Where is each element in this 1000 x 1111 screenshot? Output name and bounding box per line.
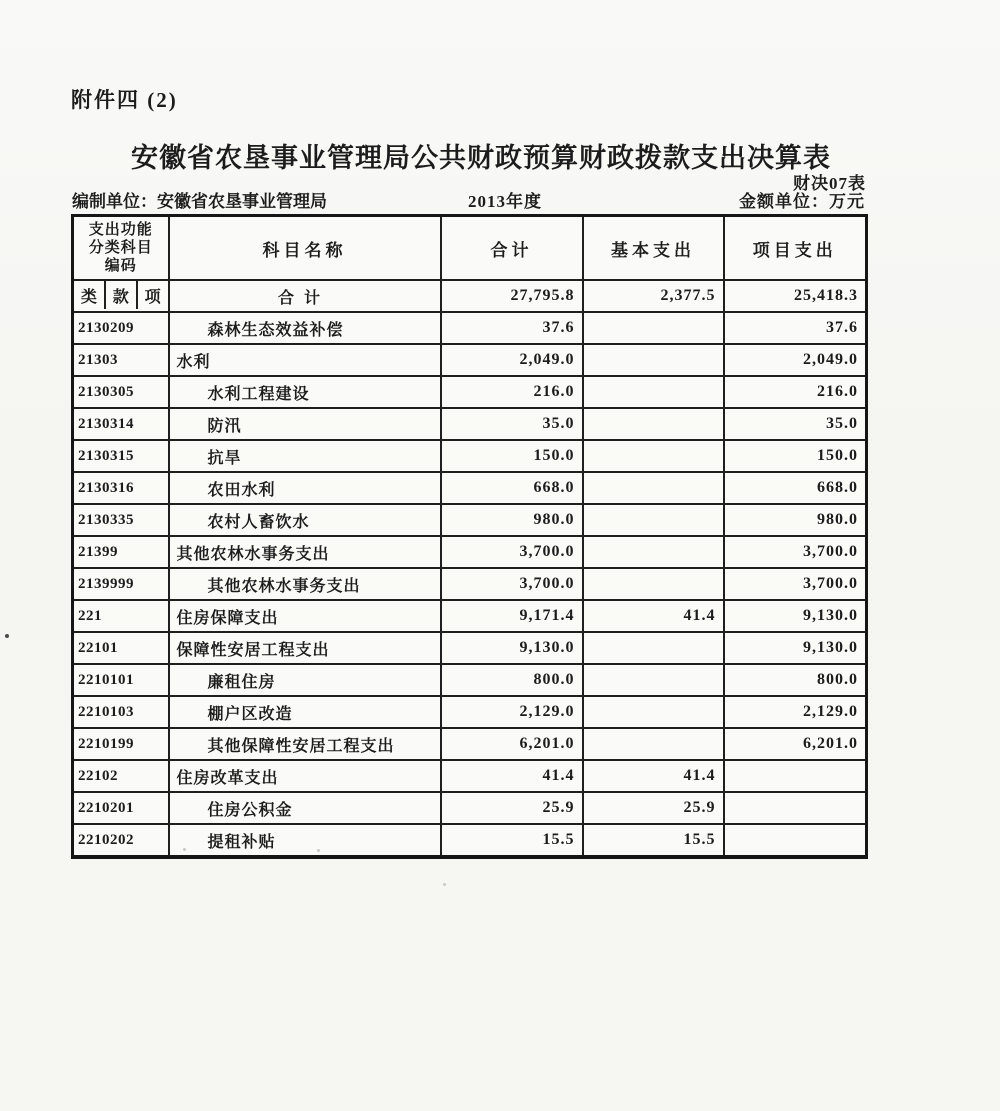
table-row bbox=[73, 664, 867, 696]
row-project-amount bbox=[724, 824, 867, 857]
row-function-code: 2210101 bbox=[73, 664, 169, 696]
prepared-by-label: 编制单位： bbox=[72, 192, 157, 211]
row-basic-amount bbox=[583, 376, 724, 408]
row-function-code: 22101 bbox=[73, 632, 169, 664]
row-basic-amount: 41.4 bbox=[583, 760, 724, 792]
row-subject-name: 其他农林水事务支出 bbox=[169, 568, 441, 600]
code-header-line: 支出功能 bbox=[88, 222, 153, 238]
grand-total-row bbox=[73, 280, 867, 312]
row-function-code: 2210202 bbox=[73, 824, 169, 857]
row-subject-name: 棚户区改造 bbox=[169, 696, 441, 728]
row-project-amount: 9,130.0 bbox=[724, 632, 867, 664]
row-basic-amount: 41.4 bbox=[583, 600, 724, 632]
table-row bbox=[73, 376, 867, 408]
grand-total-project: 25,418.3 bbox=[724, 280, 867, 312]
grand-total-basic: 2,377.5 bbox=[583, 280, 724, 312]
grand-total-amount: 27,795.8 bbox=[441, 280, 583, 312]
table-row bbox=[73, 568, 867, 600]
row-project-amount: 150.0 bbox=[724, 440, 867, 472]
row-project-amount bbox=[724, 760, 867, 792]
row-total-amount: 2,049.0 bbox=[441, 344, 583, 376]
prepared-by bbox=[72, 187, 341, 214]
form-number: 财决07表 bbox=[793, 174, 866, 193]
col-header-function-code bbox=[73, 216, 169, 281]
row-total-amount: 37.6 bbox=[441, 312, 583, 344]
row-function-code: 22102 bbox=[73, 760, 169, 792]
attachment-label: 附件四 (2) bbox=[71, 88, 178, 112]
row-subject-name: 森林生态效益补偿 bbox=[169, 312, 441, 344]
row-subject-name: 农村人畜饮水 bbox=[169, 504, 441, 536]
row-project-amount: 980.0 bbox=[724, 504, 867, 536]
row-basic-amount bbox=[583, 728, 724, 760]
row-project-amount: 216.0 bbox=[724, 376, 867, 408]
table-row bbox=[73, 632, 867, 664]
scan-speck bbox=[443, 883, 446, 886]
row-function-code: 2210199 bbox=[73, 728, 169, 760]
row-project-amount: 6,201.0 bbox=[724, 728, 867, 760]
row-project-amount: 3,700.0 bbox=[724, 536, 867, 568]
row-subject-name: 住房保障支出 bbox=[169, 600, 441, 632]
row-function-code: 2130315 bbox=[73, 440, 169, 472]
row-total-amount: 216.0 bbox=[441, 376, 583, 408]
row-subject-name: 水利工程建设 bbox=[169, 376, 441, 408]
expenditure-table bbox=[71, 214, 868, 859]
table-row bbox=[73, 760, 867, 792]
row-basic-amount: 25.9 bbox=[583, 792, 724, 824]
col-header-basic-expenditure: 基本支出 bbox=[583, 216, 724, 281]
row-total-amount: 800.0 bbox=[441, 664, 583, 696]
row-function-code: 2210103 bbox=[73, 696, 169, 728]
row-basic-amount bbox=[583, 664, 724, 696]
row-subject-name: 水利 bbox=[169, 344, 441, 376]
code-header-line: 编码 bbox=[104, 258, 137, 274]
row-basic-amount bbox=[583, 696, 724, 728]
row-total-amount: 3,700.0 bbox=[441, 536, 583, 568]
row-subject-name: 保障性安居工程支出 bbox=[169, 632, 441, 664]
sub-col-class: 类 bbox=[80, 288, 97, 306]
row-total-amount: 41.4 bbox=[441, 760, 583, 792]
table-row bbox=[73, 408, 867, 440]
table-row bbox=[73, 792, 867, 824]
row-subject-name: 廉租住房 bbox=[169, 664, 441, 696]
row-subject-name: 防汛 bbox=[169, 408, 441, 440]
row-function-code: 2130305 bbox=[73, 376, 169, 408]
row-function-code: 2139999 bbox=[73, 568, 169, 600]
sub-col-section: 款 bbox=[104, 281, 136, 309]
row-basic-amount bbox=[583, 344, 724, 376]
table-row bbox=[73, 312, 867, 344]
row-basic-amount bbox=[583, 504, 724, 536]
table-header-row bbox=[73, 216, 867, 281]
row-total-amount: 6,201.0 bbox=[441, 728, 583, 760]
row-project-amount: 2,129.0 bbox=[724, 696, 867, 728]
row-total-amount: 668.0 bbox=[441, 472, 583, 504]
scan-speck bbox=[183, 848, 186, 851]
row-total-amount: 2,129.0 bbox=[441, 696, 583, 728]
row-function-code: 21399 bbox=[73, 536, 169, 568]
prepared-by-value: 安徽省农垦事业管理局 bbox=[157, 192, 327, 211]
row-subject-name: 住房改革支出 bbox=[169, 760, 441, 792]
row-subject-name: 农田水利 bbox=[169, 472, 441, 504]
row-total-amount: 15.5 bbox=[441, 824, 583, 857]
row-total-amount: 980.0 bbox=[441, 504, 583, 536]
row-basic-amount bbox=[583, 568, 724, 600]
row-subject-name: 其他农林水事务支出 bbox=[169, 536, 441, 568]
table-row bbox=[73, 600, 867, 632]
row-basic-amount bbox=[583, 440, 724, 472]
table-row bbox=[73, 536, 867, 568]
amount-unit: 金额单位：万元 bbox=[739, 192, 865, 211]
table-row bbox=[73, 344, 867, 376]
row-basic-amount bbox=[583, 632, 724, 664]
sub-column-wrap bbox=[74, 281, 168, 311]
code-header-line: 分类科目 bbox=[88, 240, 153, 256]
table-row bbox=[73, 472, 867, 504]
row-project-amount: 3,700.0 bbox=[724, 568, 867, 600]
row-project-amount: 9,130.0 bbox=[724, 600, 867, 632]
row-subject-name: 住房公积金 bbox=[169, 792, 441, 824]
row-total-amount: 25.9 bbox=[441, 792, 583, 824]
fiscal-year: 2013年度 bbox=[468, 192, 542, 211]
row-function-code: 221 bbox=[73, 600, 169, 632]
sub-col-item: 项 bbox=[136, 281, 168, 309]
meta-row bbox=[72, 190, 865, 214]
row-project-amount: 2,049.0 bbox=[724, 344, 867, 376]
row-basic-amount bbox=[583, 536, 724, 568]
row-function-code: 2130335 bbox=[73, 504, 169, 536]
row-project-amount bbox=[724, 792, 867, 824]
row-project-amount: 37.6 bbox=[724, 312, 867, 344]
row-total-amount: 35.0 bbox=[441, 408, 583, 440]
scan-speck bbox=[317, 849, 320, 852]
row-function-code: 2210201 bbox=[73, 792, 169, 824]
row-basic-amount: 15.5 bbox=[583, 824, 724, 857]
row-project-amount: 35.0 bbox=[724, 408, 867, 440]
table-row bbox=[73, 728, 867, 760]
row-basic-amount bbox=[583, 408, 724, 440]
table-row bbox=[73, 824, 867, 857]
table-row bbox=[73, 504, 867, 536]
col-header-total: 合计 bbox=[441, 216, 583, 281]
row-subject-name: 其他保障性安居工程支出 bbox=[169, 728, 441, 760]
row-total-amount: 3,700.0 bbox=[441, 568, 583, 600]
col-header-subject-name: 科目名称 bbox=[169, 216, 441, 281]
scan-speck bbox=[5, 634, 9, 638]
row-basic-amount bbox=[583, 472, 724, 504]
col-header-project-expenditure: 项目支出 bbox=[724, 216, 867, 281]
row-subject-name: 抗旱 bbox=[169, 440, 441, 472]
row-project-amount: 800.0 bbox=[724, 664, 867, 696]
row-total-amount: 150.0 bbox=[441, 440, 583, 472]
row-function-code: 2130314 bbox=[73, 408, 169, 440]
row-basic-amount bbox=[583, 312, 724, 344]
row-function-code: 2130316 bbox=[73, 472, 169, 504]
table-row bbox=[73, 696, 867, 728]
document-title: 安徽省农垦事业管理局公共财政预算财政拨款支出决算表 bbox=[131, 143, 831, 173]
row-total-amount: 9,130.0 bbox=[441, 632, 583, 664]
table-row bbox=[73, 440, 867, 472]
row-subject-name: 提租补贴 bbox=[169, 824, 441, 857]
row-function-code: 21303 bbox=[73, 344, 169, 376]
grand-total-label: 合计 bbox=[169, 280, 441, 312]
sub-column-cells bbox=[73, 280, 169, 312]
row-project-amount: 668.0 bbox=[724, 472, 867, 504]
row-function-code: 2130209 bbox=[73, 312, 169, 344]
row-total-amount: 9,171.4 bbox=[441, 600, 583, 632]
